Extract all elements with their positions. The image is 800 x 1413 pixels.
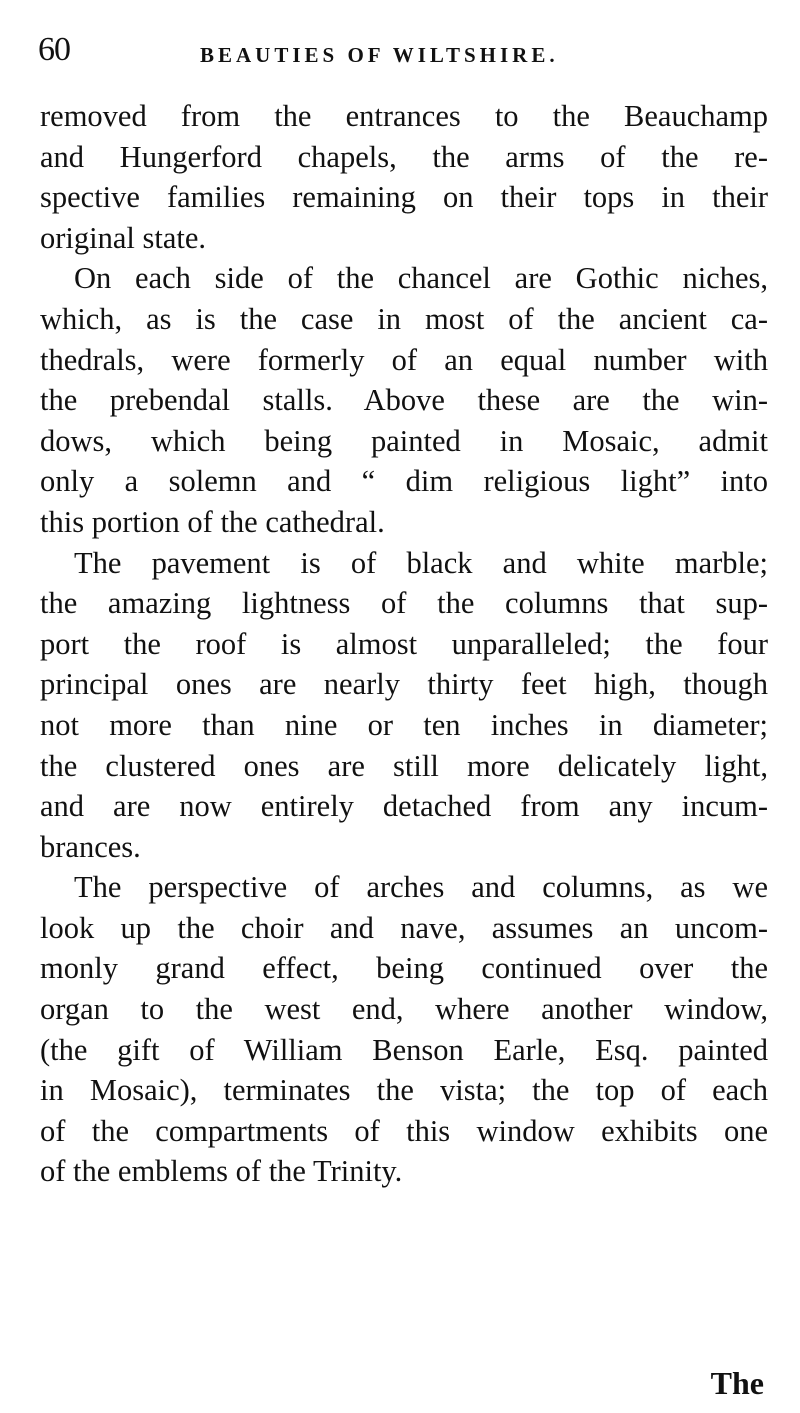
text-line: only a solemn and “ dim religious light” into <box>40 464 768 499</box>
text-line: and are now entirely detached from any incum- <box>40 789 768 824</box>
running-head <box>38 30 768 80</box>
text-line: spective families remaining on their tops in their <box>40 180 768 215</box>
running-title: BEAUTIES OF WILTSHIRE. <box>200 43 559 67</box>
text-line: the prebendal stalls. Above these are the win- <box>40 383 768 418</box>
text-line: not more than nine or ten inches in diameter; <box>40 707 768 742</box>
paragraph-3 <box>40 543 768 868</box>
page-number: 60 <box>38 31 70 68</box>
text-line: monly grand effect, being continued over the <box>40 951 768 986</box>
text-line: of the compartments of this window exhibits one <box>40 1113 768 1148</box>
text-line: (the gift of William Benson Earle, Esq. painted <box>40 1032 768 1067</box>
text-line: of the emblems of the Trinity. <box>40 1154 403 1189</box>
text-line: look up the choir and nave, assumes an uncom- <box>40 910 768 945</box>
text-line: brances. <box>40 829 141 864</box>
text-line: the clustered ones are still more delicately light, <box>40 748 768 783</box>
text-line: in Mosaic), terminates the vista; the top of each <box>40 1073 768 1108</box>
text-line: dows, which being painted in Mosaic, admit <box>40 423 768 458</box>
text-line: and Hungerford chapels, the arms of the re- <box>40 139 768 174</box>
text-line: The perspective of arches and columns, as we <box>74 870 768 905</box>
text-line: principal ones are nearly thirty feet high, though <box>40 667 768 702</box>
paragraph-2 <box>40 258 768 542</box>
catchword: The <box>710 1365 764 1401</box>
body-text <box>40 96 768 1192</box>
text-line: removed from the entrances to the Beauchamp <box>40 99 768 133</box>
text-line: which, as is the case in most of the ancient ca- <box>40 301 768 336</box>
text-line: On each side of the chancel are Gothic niches, <box>74 261 768 296</box>
paragraph-4 <box>40 867 768 1192</box>
text-line: original state. <box>40 220 207 255</box>
text-line: The pavement is of black and white marble; <box>74 545 768 580</box>
text-line: this portion of the cathedral. <box>40 504 385 539</box>
paragraph-1 <box>40 96 768 258</box>
text-line: organ to the west end, where another window, <box>40 992 768 1027</box>
text-line: thedrals, were formerly of an equal number with <box>40 342 768 377</box>
text-line: port the roof is almost unparalleled; the four <box>40 626 768 661</box>
text-line: the amazing lightness of the columns that sup- <box>40 586 768 621</box>
